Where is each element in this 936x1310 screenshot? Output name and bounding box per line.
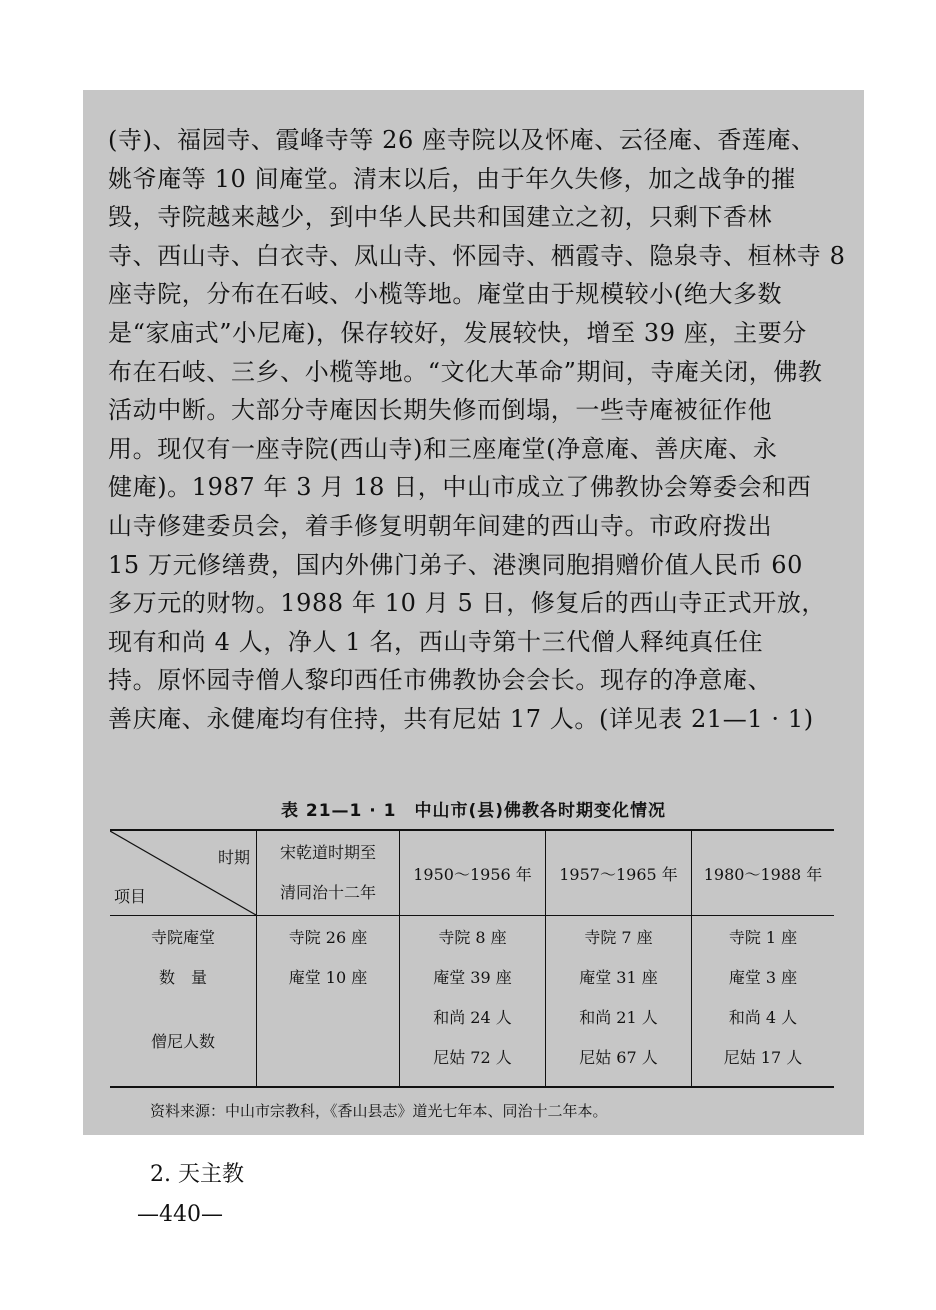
data-cell bbox=[546, 916, 692, 1088]
body-line: 善庆庵、永健庵均有住持，共有尼姑 17 人。(详见表 21—1 · 1) bbox=[108, 704, 814, 733]
body-line: 活动中断。大部分寺庵因长期失修而倒塌，一些寺庵被征作他 bbox=[108, 396, 773, 425]
cell-value: 尼姑 72 人 bbox=[433, 1048, 512, 1067]
body-line: 健庵)。1987 年 3 月 18 日，中山市成立了佛教协会筹委会和西 bbox=[108, 473, 812, 502]
body-line: 山寺修建委员会，着手修复明朝年间建的西山寺。市政府拨出 bbox=[108, 511, 773, 540]
period-header-cell bbox=[546, 830, 692, 916]
body-line: 姚爷庵等 10 间庵堂。清末以后，由于年久失修，加之战争的摧 bbox=[108, 164, 796, 193]
period-header-cell bbox=[692, 830, 835, 916]
period-header-line: 1980～1988 年 bbox=[703, 864, 823, 884]
cell-value: 庵堂 39 座 bbox=[433, 968, 512, 987]
data-cell bbox=[400, 916, 546, 1088]
diagonal-header-cell bbox=[110, 830, 257, 916]
cell-value: 尼姑 67 人 bbox=[579, 1048, 658, 1067]
period-header-line: 清同治十二年 bbox=[279, 883, 376, 902]
cell-value: 和尚 24 人 bbox=[433, 1008, 512, 1027]
cell-value: 尼姑 17 人 bbox=[723, 1048, 803, 1067]
body-line: 座寺院，分布在石岐、小榄等地。庵堂由于规模较小(绝大多数 bbox=[108, 280, 783, 309]
cell-value: 庵堂 3 座 bbox=[728, 968, 798, 987]
body-line: 用。现仅有一座寺院(西山寺)和三座庵堂(净意庵、善庆庵、永 bbox=[108, 434, 778, 463]
body-line: 15 万元修缮费，国内外佛门弟子、港澳同胞捐赠价值人民币 60 bbox=[108, 550, 803, 579]
buddhism-period-table bbox=[110, 829, 834, 1088]
table-header-row bbox=[110, 830, 834, 916]
row-label: 寺院庵堂 bbox=[150, 928, 215, 947]
cell-value: 庵堂 10 座 bbox=[288, 968, 368, 987]
body-line: 是“家庙式”小尼庵)，保存较好，发展较快，增至 39 座，主要分 bbox=[108, 318, 807, 347]
cell-value: 寺院 8 座 bbox=[438, 928, 507, 947]
period-header-cell bbox=[257, 830, 400, 916]
page-number: —440— bbox=[137, 1202, 223, 1227]
period-header-cell bbox=[400, 830, 546, 916]
row-label: 僧尼人数 bbox=[150, 1032, 215, 1051]
cell-value: 和尚 21 人 bbox=[579, 1008, 658, 1027]
body-line: 多万元的财物。1988 年 10 月 5 日，修复后的西山寺正式开放， bbox=[108, 589, 827, 618]
period-header-line: 1957～1965 年 bbox=[559, 864, 678, 884]
cell-value: 寺院 1 座 bbox=[728, 928, 798, 947]
row-label-cell bbox=[110, 916, 257, 1088]
body-line: (寺)、福园寺、霞峰寺等 26 座寺院以及怀庵、云径庵、香莲庵、 bbox=[108, 126, 816, 154]
body-line: 持。原怀园寺僧人黎印西任市佛教协会会长。现存的净意庵、 bbox=[108, 666, 773, 695]
row-label: 数 量 bbox=[158, 968, 207, 987]
period-header-line: 宋乾道时期至 bbox=[279, 843, 376, 862]
body-line: 现有和尚 4 人，净人 1 名，西山寺第十三代僧人释纯真任住 bbox=[108, 627, 764, 656]
data-cell bbox=[692, 916, 835, 1088]
cell-value: 寺院 7 座 bbox=[584, 928, 653, 947]
section-heading: 2. 天主教 bbox=[150, 1162, 244, 1187]
table-data-row bbox=[110, 916, 834, 1088]
body-line: 毁，寺院越来越少，到中华人民共和国建立之初，只剩下香林 bbox=[108, 203, 773, 232]
corner-label-item: 项目 bbox=[114, 887, 147, 906]
table-caption: 表 21—1 · 1 中山市(县)佛教各时期变化情况 bbox=[280, 801, 667, 821]
cell-value: 庵堂 31 座 bbox=[579, 968, 658, 987]
body-line: 寺、西山寺、白衣寺、凤山寺、怀园寺、栖霞寺、隐泉寺、桓林寺 8 bbox=[108, 241, 846, 270]
data-cell bbox=[257, 916, 400, 1088]
cell-value: 寺院 26 座 bbox=[288, 928, 368, 947]
period-header-line: 1950～1956 年 bbox=[413, 864, 532, 884]
source-note: 资料来源：中山市宗教科，《香山县志》道光七年本、同治十二年本。 bbox=[150, 1102, 608, 1120]
corner-label-period: 时期 bbox=[217, 848, 250, 867]
body-paragraph bbox=[108, 121, 846, 739]
cell-value: 和尚 4 人 bbox=[728, 1008, 798, 1027]
body-line: 布在石岐、三乡、小榄等地。“文化大革命”期间，寺庵关闭，佛教 bbox=[108, 357, 823, 386]
